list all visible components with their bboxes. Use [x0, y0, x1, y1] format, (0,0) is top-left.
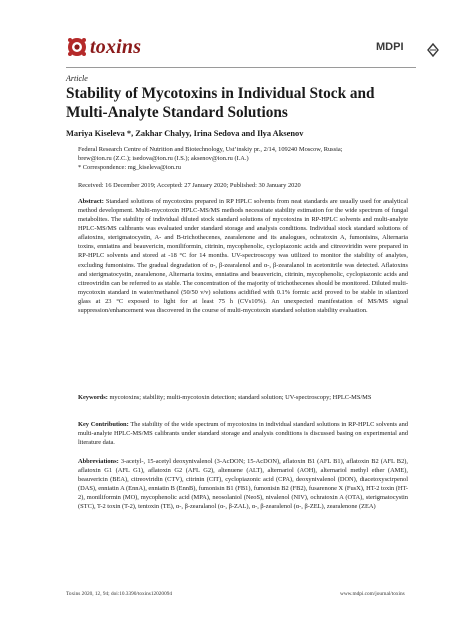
- abstract-label: Abstract:: [78, 198, 104, 205]
- keywords-label: Keywords:: [78, 394, 108, 401]
- footer-citation: Toxins 2020, 12, 94; doi:10.3390/toxins12020094: [66, 591, 173, 597]
- affiliation: [78, 145, 408, 173]
- keywords-text: mycotoxins; stability; multi-mycotoxin detection; standard solution; UV-spectroscopy; HPLC-MS/MS: [109, 394, 372, 401]
- abbreviations: [78, 457, 408, 511]
- key-contribution: [78, 420, 408, 447]
- abstract-text: Standard solutions of mycotoxins prepared in RP HPLC solvents from neat standards are usually used for analytical method development. Multi-mycotoxin HPLC-MS/MS methods necessitate stability estimation for the wide spectrum of fungal metabolites. The stability of individual diluted stock standard solutions of mycotoxins in RP-HPLC solvents and multi-analyte HPLC-MS/MS calibrants was evaluated under standard storage and analysis conditions. Individual stock standard solutions of aflatoxins, sterigmatocystin, A- and B-trichothecenes, zearalenone and its analogues, ochratoxin A, fumonisins, Alternaria toxins, enniatins and beauvericin, moniliformin, citrinin, mycophenolic, cyclopiazonic acids and citreoviridin were prepared in RP-HPLC solvents and stored at -18 °C for 14 months. UV-spectroscopy was utilized to monitor the stability of analytes, excluding fumonisins. The gradual degradation of α-, β-zearalenol and α-, β-zearalanol in acetonitrile was detected. Aflatoxins and sterigmatocystin, zearalenone, Alternaria toxins, enniatins and beauvericin, citrinin, mycophenolic, cyclopiazonic acids and citreoviridin can be referred to as stable. The concentration of the majority of trichothecenes should be monitored. Diluted multi-mycotoxin standard in water/methanol (50/50 v/v) solutions acidified with 0.1% formic acid proved to be stable in silanized glass at 23 °C exposed to light for at least 75 h (CVs10%). An unexpected manifestation of MS/MS signal suppression/enhancement was discovered in the course of multi-mycotoxin standard solution stability evaluation.: [78, 198, 408, 314]
- header-divider: [66, 67, 416, 68]
- journal-header: [66, 34, 416, 64]
- publisher-name: MDPI: [376, 41, 404, 53]
- article-type: Article: [66, 74, 88, 83]
- abbreviations-label: Abbreviations:: [78, 458, 119, 465]
- publication-dates: Received: 16 December 2019; Accepted: 27 January 2020; Published: 30 January 2020: [78, 182, 301, 189]
- journal-name: toxins: [90, 36, 142, 58]
- paper-title: Stability of Mycotoxins in Individual Stock and Multi-Analyte Standard Solutions: [66, 85, 375, 121]
- abstract: [78, 197, 408, 315]
- abbreviations-text: 3-acetyl-, 15-acetyl deoxynivalenol (3-AcDON; 15-AcDON), aflatoxin B1 (AFL B1), aflatoxin B2 (AFL B2), aflatoxin G1 (AFL G1), aflatoxin G2 (AFL G2), altenuene (ALT), alternariol (AOH), alternariol methyl ether (AME), beauvericin (BEA), citreoviridin (CTV), citrinin (CIT), cyclopiazonic acid (CPA), deoxynivalenol (DON), diacetoxyscirpenol (DAS), enniatin A (EnnA), enniatin B (EnnB), fumonisin B1 (FB1), fumonisin B2 (FB2), fusarenone X (FusX), HT-2 toxin (HT-2), moniliformin (MO), mycophenolic acid (MPA), neosolaniol (NeoS), nivalenol (NIV), ochratoxin A (OTA), sterigmatocystin (STC), T-2 toxin (T-2), tentoxin (TE), α-, β-zearalanol (α-, β-ZAL), α-, β-zearalenol (α-, β-ZEL), zearalenone (ZEA): [78, 458, 408, 511]
- toxins-logo-icon: [66, 36, 88, 58]
- affiliation-line: Federal Research Centre of Nutrition and Biotechnology, Ust’inskiy pr., 2/14, 109240 Moscow, Russia;: [78, 146, 343, 153]
- key-contribution-text: The stability of the wide spectrum of mycotoxins in individual standard solutions in RP-HPLC solvents and multi-analyte HPLC-MS/MS calibrants under standard storage and analysis conditions is discussed basing on experimental and literature data.: [78, 421, 408, 447]
- affiliation-emails: brew@ion.ru (Z.C.); isedova@ion.ru (I.S.); aksenov@ion.ru (I.A.): [78, 155, 249, 163]
- footer-url[interactable]: www.mdpi.com/journal/toxins: [340, 591, 405, 597]
- correspondence: * Correspondence: mg_kiseleva@ion.ru: [78, 164, 181, 172]
- keywords: [78, 393, 408, 402]
- mdpi-logo-icon: [426, 40, 470, 60]
- author-list: Mariya Kiseleva *, Zakhar Chalyy, Irina Sedova and Ilya Aksenov: [66, 129, 304, 138]
- key-contribution-label: Key Contribution:: [78, 421, 129, 428]
